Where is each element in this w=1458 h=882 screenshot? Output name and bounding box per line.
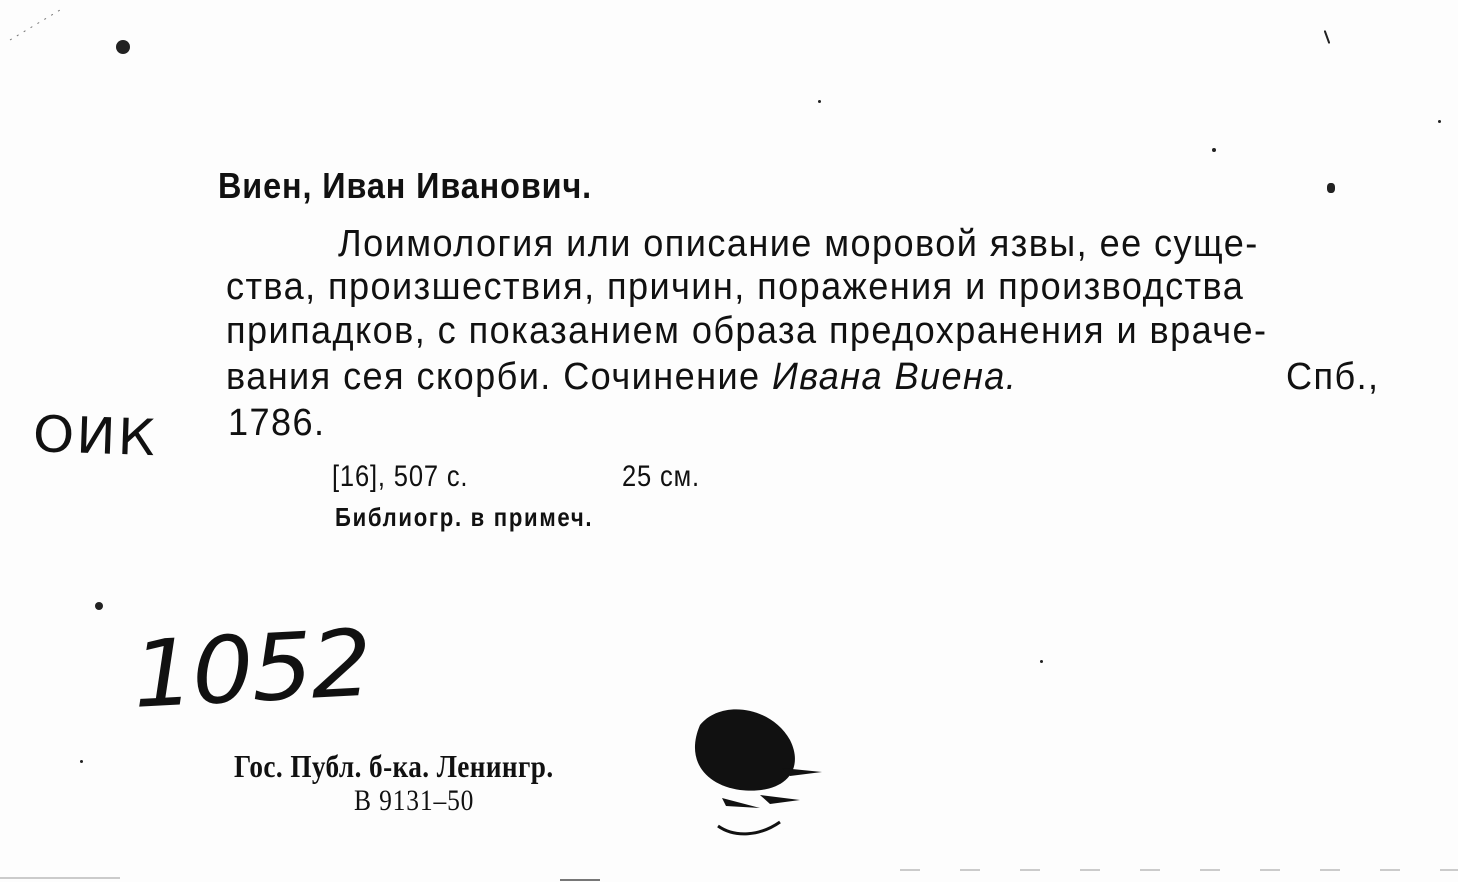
author-heading: Виен, Иван Иванович. — [218, 165, 593, 206]
title-line-4-text: вания сея скорби. Сочинение — [226, 356, 772, 398]
handwritten-number: 1052 — [130, 609, 373, 729]
pagination: [16], 507 с. — [332, 460, 469, 493]
title-line-1: Лоимология или описание моровой язвы, ее суще- — [338, 223, 1259, 265]
bibliography-note: Библиогр. в примеч. — [335, 502, 594, 532]
title-line-2: ства, произшествия, причин, поражения и производства — [226, 266, 1245, 308]
handwritten-mark: ОИК — [31, 405, 159, 468]
publication-year: 1786. — [228, 402, 326, 444]
author-name-italic: Ивана Виена. — [771, 356, 1018, 398]
title-line-3: припадков, с показанием образа предохранения и враче- — [226, 310, 1268, 352]
shelfmark: В 9131–50 — [354, 784, 475, 817]
dimensions: 25 см. — [622, 460, 700, 493]
library-stamp: Гос. Публ. б-ка. Ленингр. — [234, 748, 554, 784]
place-of-publication: Спб., — [1286, 356, 1380, 398]
title-line-4 — [226, 358, 1017, 396]
